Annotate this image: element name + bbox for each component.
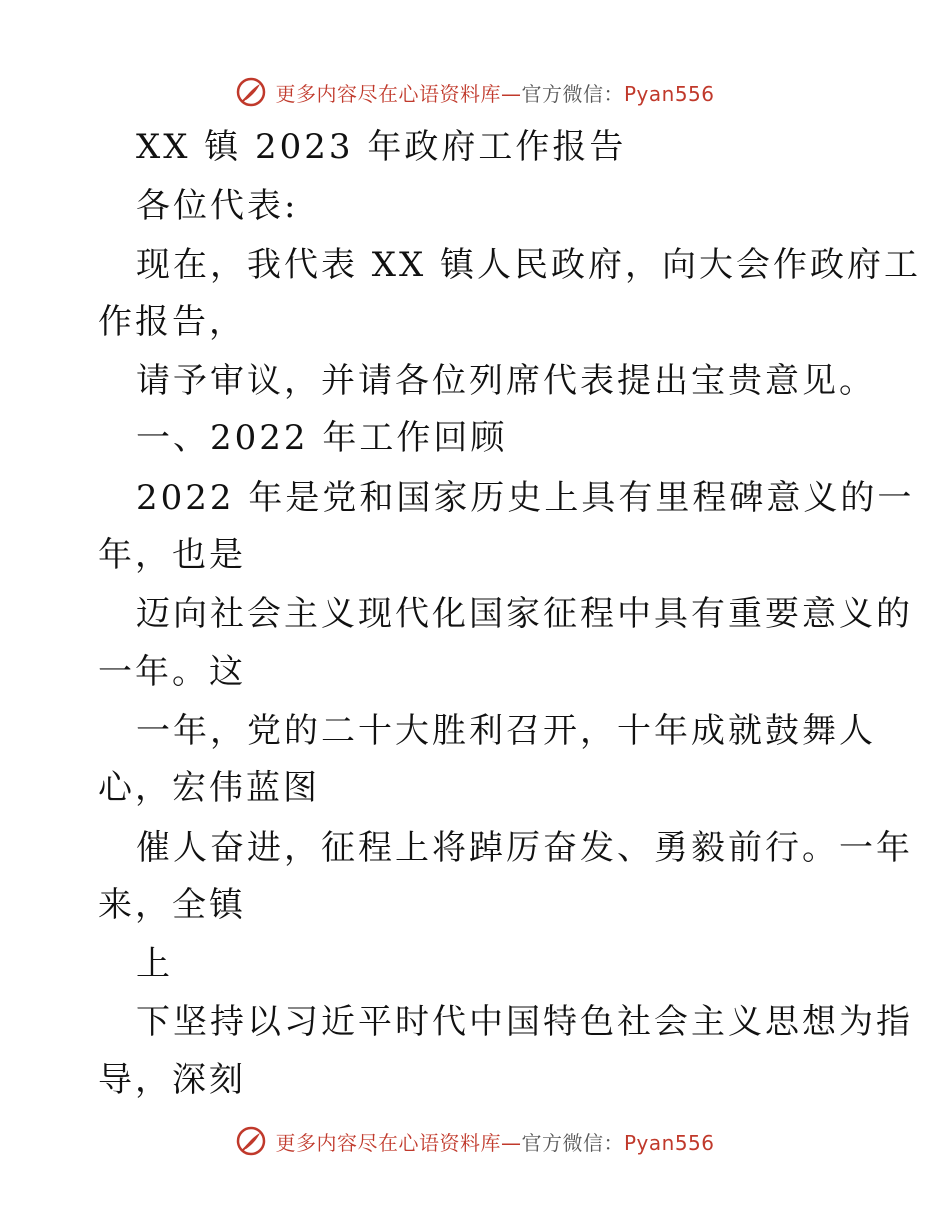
footer-watermark [0,1121,950,1161]
document-title: XX 镇 2023 年政府工作报告 [136,127,627,167]
paragraph-line: 现在，我代表 XX 镇人民政府，向大会作政府工 [136,245,922,285]
watermark-text: 更多内容尽在心语资料库—官方微信：Pyan556 [275,81,715,106]
section-heading: 一、2022 年工作回顾 [136,418,508,458]
salutation: 各位代表: [136,186,299,226]
paragraph-line: 迈向社会主义现代化国家征程中具有重要意义的 [136,594,913,634]
paragraph-line: 心，宏伟蓝图 [98,768,320,808]
paragraph-line: 2022 年是党和国家历史上具有里程碑意义的一 [136,478,915,518]
paragraph-line: 一年。这 [98,652,246,692]
watermark-text: 更多内容尽在心语资料库—官方微信：Pyan556 [275,1130,715,1155]
paragraph-line: 下坚持以习近平时代中国特色社会主义思想为指 [136,1002,913,1042]
paragraph-line: 催人奋进，征程上将踔厉奋发、勇毅前行。一年 [136,828,913,868]
header-watermark [0,72,950,112]
feather-logo-icon [235,1125,267,1157]
paragraph-line: 一年，党的二十大胜利召开，十年成就鼓舞人 [136,711,876,751]
paragraph-line: 导，深刻 [98,1060,246,1100]
paragraph-line: 上 [136,944,173,984]
paragraph-line: 作报告， [98,302,246,342]
feather-logo-icon [235,76,267,108]
paragraph-line: 年，也是 [98,535,246,575]
paragraph-line: 请予审议，并请各位列席代表提出宝贵意见。 [136,361,876,401]
paragraph-line: 来，全镇 [98,885,246,925]
